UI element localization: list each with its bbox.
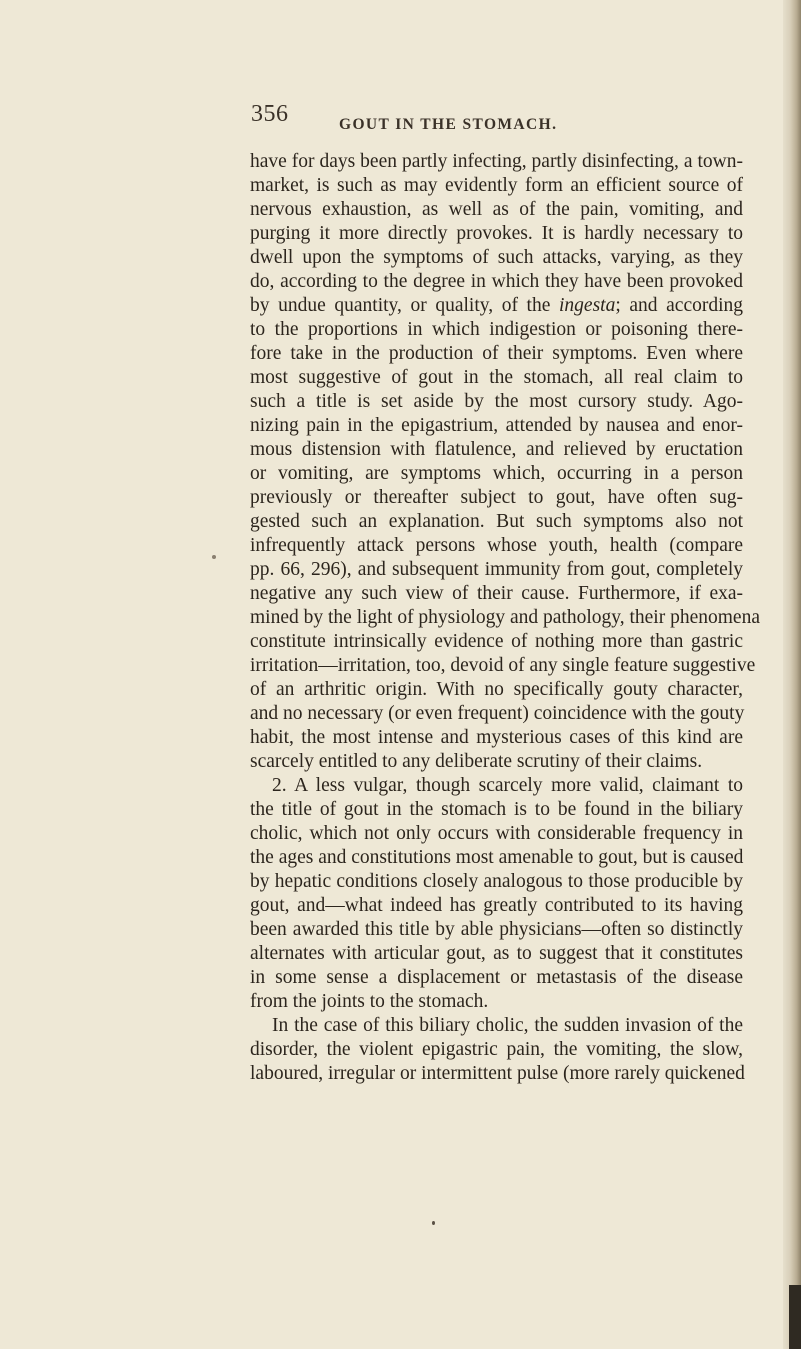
text-line: negative any such view of their cause. Furthermore, if exa- (250, 583, 743, 604)
text-line: from the joints to the stomach. (250, 991, 489, 1012)
text-line: dwell upon the symptoms of such attacks, varying, as they (250, 247, 743, 268)
text-line: fore take in the production of their symptoms. Even where (250, 343, 743, 364)
text-line: previously or thereafter subject to gout, have often sug- (250, 487, 743, 508)
text-line: mous distension with flatulence, and relieved by eructation (250, 439, 743, 460)
text-line: by undue quantity, or quality, of the ingesta; and according (250, 295, 744, 316)
text-line: such a title is set aside by the most cursory study. Ago- (250, 391, 743, 412)
text-line: of an arthritic origin. With no specifically gouty character, (250, 679, 743, 700)
text-line: habit, the most intense and mysterious cases of this kind are (250, 727, 743, 748)
text-line: mined by the light of physiology and pathology, their phenomena (250, 607, 760, 628)
page-corner-shadow (789, 1285, 801, 1349)
text-line: disorder, the violent epigastric pain, the vomiting, the slow, (250, 1039, 743, 1060)
text-line: 2. A less vulgar, though scarcely more valid, claimant to (272, 775, 743, 796)
text-line: gout, and—what indeed has greatly contributed to its having (250, 895, 743, 916)
text-line: pp. 66, 296), and subsequent immunity from gout, completely (250, 559, 743, 580)
italic-term: ingesta (559, 295, 616, 316)
margin-speck (212, 555, 216, 559)
text-line: to the proportions in which indigestion or poisoning there- (250, 319, 743, 340)
running-head: GOUT IN THE STOMACH. (339, 116, 558, 133)
text-line: do, according to the degree in which they have been provoked (250, 271, 743, 292)
text-line: market, is such as may evidently form an efficient source of (250, 175, 743, 196)
text-line: gested such an explanation. But such symptoms also not (250, 511, 743, 532)
text-line: most suggestive of gout in the stomach, all real claim to (250, 367, 743, 388)
text-line: been awarded this title by able physicians—often so distinctly (250, 919, 743, 940)
text-line: infrequently attack persons whose youth, health (compare (250, 535, 743, 556)
body-text (250, 150, 760, 1086)
text-line: alternates with articular gout, as to suggest that it constitutes (250, 943, 743, 964)
text-line: nizing pain in the epigastrium, attended by nausea and enor- (250, 415, 743, 436)
text-line: scarcely entitled to any deliberate scrutiny of their claims. (250, 751, 703, 772)
text-line: or vomiting, are symptoms which, occurring in a person (250, 463, 743, 484)
text-line: and no necessary (or even frequent) coincidence with the gouty (250, 703, 745, 724)
text-line: have for days been partly infecting, partly disinfecting, a town- (250, 151, 743, 172)
text-line: the title of gout in the stomach is to be found in the biliary (250, 799, 743, 820)
text-line: by hepatic conditions closely analogous to those producible by (250, 871, 743, 892)
text-line: constitute intrinsically evidence of nothing more than gastric (250, 631, 743, 652)
page-number: 356 (251, 101, 289, 127)
text-line: the ages and constitutions most amenable to gout, but is caused (250, 847, 744, 868)
text-line: nervous exhaustion, as well as of the pain, vomiting, and (250, 199, 743, 220)
page-edge-shadow (783, 0, 801, 1349)
text-line: irritation—irritation, too, devoid of any single feature suggestive (250, 655, 756, 676)
text-line: purging it more directly provokes. It is hardly necessary to (250, 223, 743, 244)
text-line: cholic, which not only occurs with considerable frequency in (250, 823, 743, 844)
ink-dot (432, 1221, 435, 1225)
text-line: In the case of this biliary cholic, the sudden invasion of the (272, 1015, 743, 1036)
text-line: laboured, irregular or intermittent pulse (more rarely quickened (250, 1063, 745, 1084)
text-line: in some sense a displacement or metastasis of the disease (250, 967, 743, 988)
